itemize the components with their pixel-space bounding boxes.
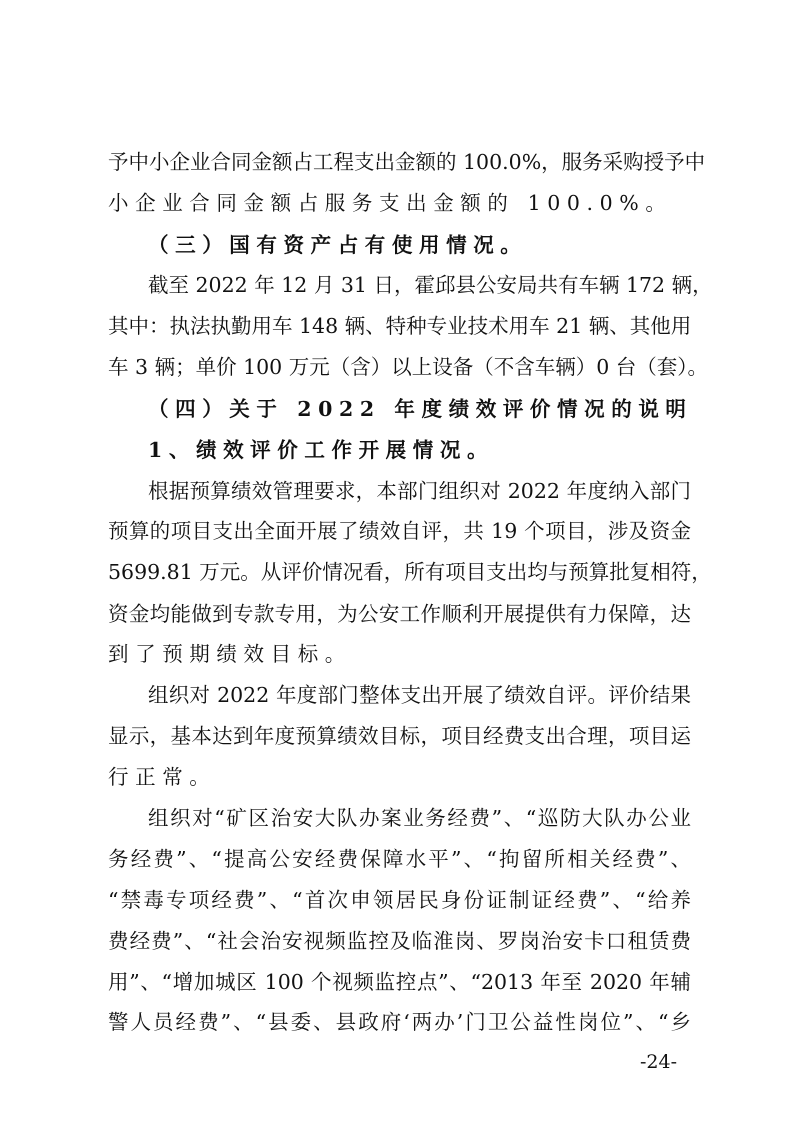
body-text-line: 到了预期绩效目标。 xyxy=(108,642,352,666)
subsection-heading: 1、绩效评价工作开展情况。 xyxy=(148,438,495,462)
body-text-line: 用”、“增加城区 100 个视频监控点”、“2013 年至 2020 年辅 xyxy=(108,970,691,994)
body-text-line: 警人员经费”、“县委、县政府‘两办’门卫公益性岗位”、“乡 xyxy=(108,1010,691,1034)
body-text-line: 预算的项目支出全面开展了绩效自评，共 19 个项目，涉及资金 xyxy=(108,519,691,543)
body-text-line: 行正常。 xyxy=(108,765,217,789)
body-text-line: 予中小企业合同金额占工程支出金额的 100.0%，服务采购授予中 xyxy=(108,150,706,174)
body-text-line: 车 3 辆；单价 100 万元（含）以上设备（不含车辆）0 台（套）。 xyxy=(108,355,709,379)
body-text-line: 费经费”、“社会治安视频监控及临淮岗、罗岗治安卡口租赁费 xyxy=(108,929,691,953)
page-number: -24- xyxy=(640,1051,678,1073)
body-text-line: 小企业合同金额占服务支出金额的 100.0%。 xyxy=(108,191,673,215)
body-text-line: 截至 2022 年 12 月 31 日，霍邱县公安局共有车辆 172 辆， xyxy=(148,273,713,297)
body-text-line: 显示，基本达到年度预算绩效目标，项目经费支出合理，项目运 xyxy=(108,724,691,748)
body-text-line: 根据预算绩效管理要求，本部门组织对 2022 年度纳入部门 xyxy=(148,479,691,503)
body-text-line: 资金均能做到专款专用，为公安工作顺利开展提供有力保障，达 xyxy=(108,602,691,626)
body-text-line: 5699.81 万元。从评价情况看，所有项目支出均与预算批复相符， xyxy=(108,560,712,584)
section-heading: （四）关于 2022 年度绩效评价情况的说明 xyxy=(148,397,693,421)
body-text-line: 组织对“矿区治安大队办案业务经费”、“巡防大队办公业 xyxy=(148,806,691,830)
body-text-line: 务经费”、“提高公安经费保障水平”、“拘留所相关经费”、 xyxy=(108,847,691,871)
section-heading: （三）国有资产占有使用情况。 xyxy=(148,233,528,257)
body-text-line: 组织对 2022 年度部门整体支出开展了绩效自评。评价结果 xyxy=(148,683,691,707)
body-text-line: “禁毒专项经费”、“首次申领居民身份证制证经费”、“给养 xyxy=(108,888,691,912)
body-text-line: 其中：执法执勤用车 148 辆、特种专业技术用车 21 辆、其他用 xyxy=(108,314,692,338)
